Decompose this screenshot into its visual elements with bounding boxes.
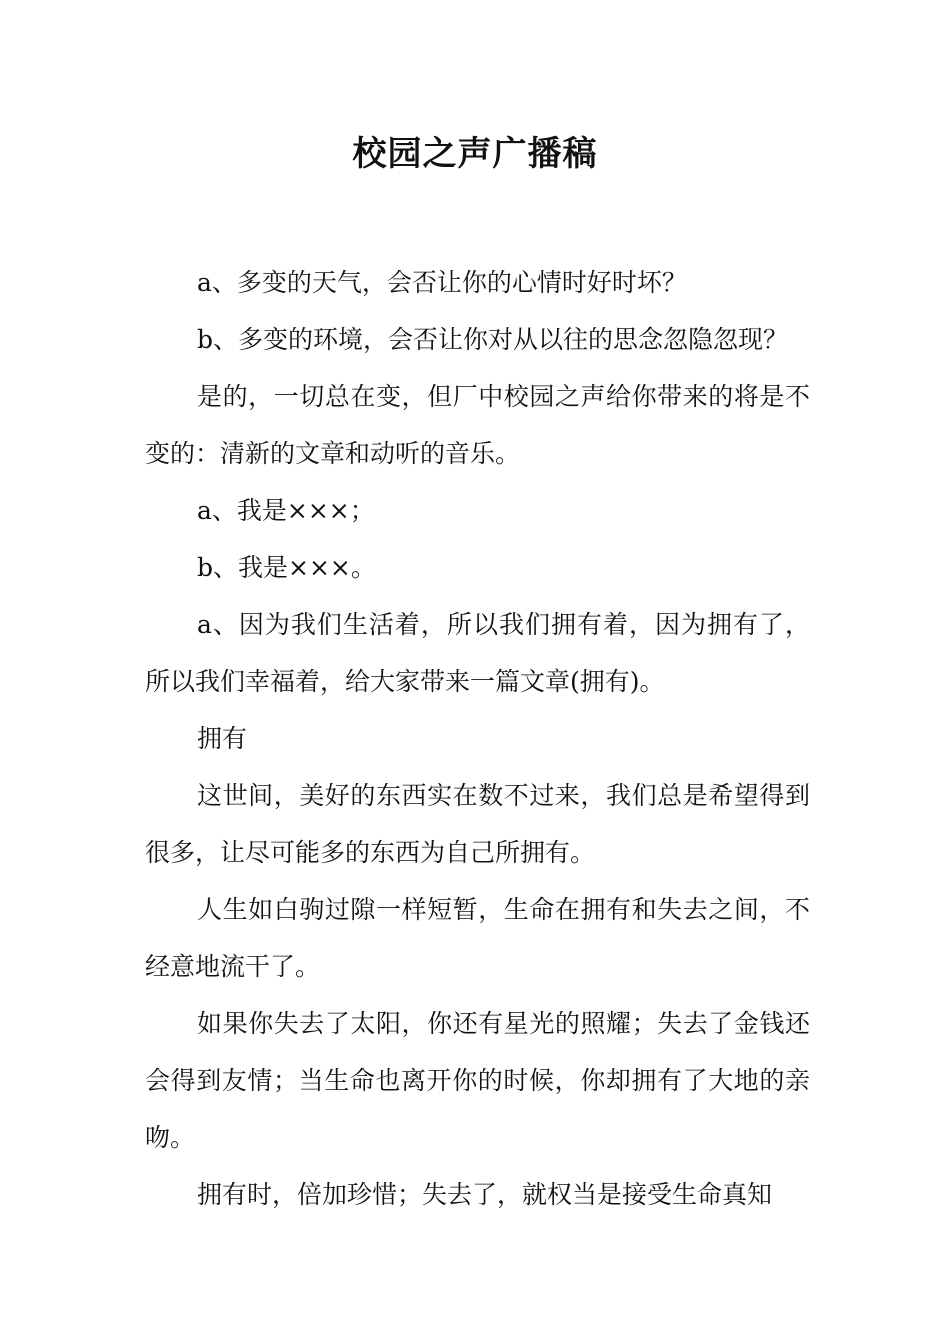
- paragraph: 如果你失去了太阳，你还有星光的照耀；失去了金钱还会得到友情；当生命也离开你的时候，你却拥有了大地的亲吻。: [145, 1009, 810, 1152]
- paragraph: 人生如白驹过隙一样短暂，生命在拥有和失去之间，不经意地流干了。: [145, 895, 810, 981]
- document-body: [145, 254, 810, 1223]
- paragraph: 拥有时，倍加珍惜；失去了，就权当是接受生命真知: [197, 1180, 773, 1209]
- paragraph: a、因为我们生活着，所以我们拥有着，因为拥有了，所以我们幸福着，给大家带来一篇文章(拥有)。: [145, 610, 810, 696]
- paragraph: 这世间，美好的东西实在数不过来，我们总是希望得到很多，让尽可能多的东西为自己所拥有。: [145, 781, 810, 867]
- paragraph: b、我是×××。: [197, 553, 376, 582]
- paragraph: a、我是×××；: [197, 496, 375, 525]
- paragraph: 是的，一切总在变，但厂中校园之声给你带来的将是不变的：清新的文章和动听的音乐。: [145, 382, 810, 468]
- document-title: 校园之声广播稿: [352, 134, 598, 174]
- section-heading: 拥有: [197, 724, 248, 753]
- paragraph: a、多变的天气，会否让你的心情时好时坏？: [197, 268, 687, 297]
- paragraph: b、多变的环境，会否让你对从以往的思念忽隐忽现？: [197, 325, 789, 354]
